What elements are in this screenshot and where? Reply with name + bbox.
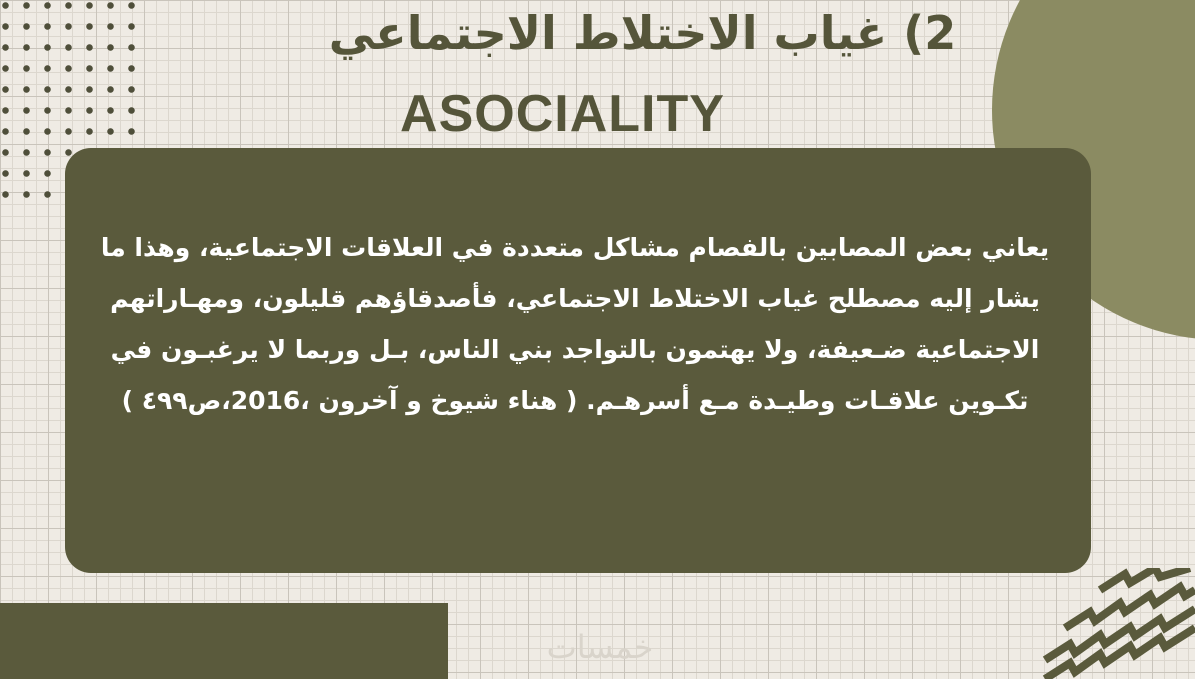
bottom-bar-decoration (0, 603, 448, 679)
zigzag-stripes-decoration (1040, 568, 1195, 679)
slide-title-arabic: 2) غياب الاختلاط الاجتماعي (328, 6, 957, 60)
watermark-logo: خمسات (546, 628, 654, 666)
slide-title-english: ASOCIALITY (400, 85, 725, 143)
card-body-text: يعاني بعض المصابين بالفصام مشاكل متعددة في العلاقات الاجتماعية، وهذا ما يشار إليه مصطلح غياب الاختلاط الاجتماعي، فأصدقاؤهم قليلون، ومهـاراتهم الاجتماعية ضـعيفة، ولا يهتمون بالتواجد بني الناس، بـل وربما لا يرغبـون في تكـوين علاقـات وطيـدة مـع أسرهـم. ( هناء شيوخ و آخرون ،2016،ص٤٩٩ ) (100, 233, 1050, 415)
